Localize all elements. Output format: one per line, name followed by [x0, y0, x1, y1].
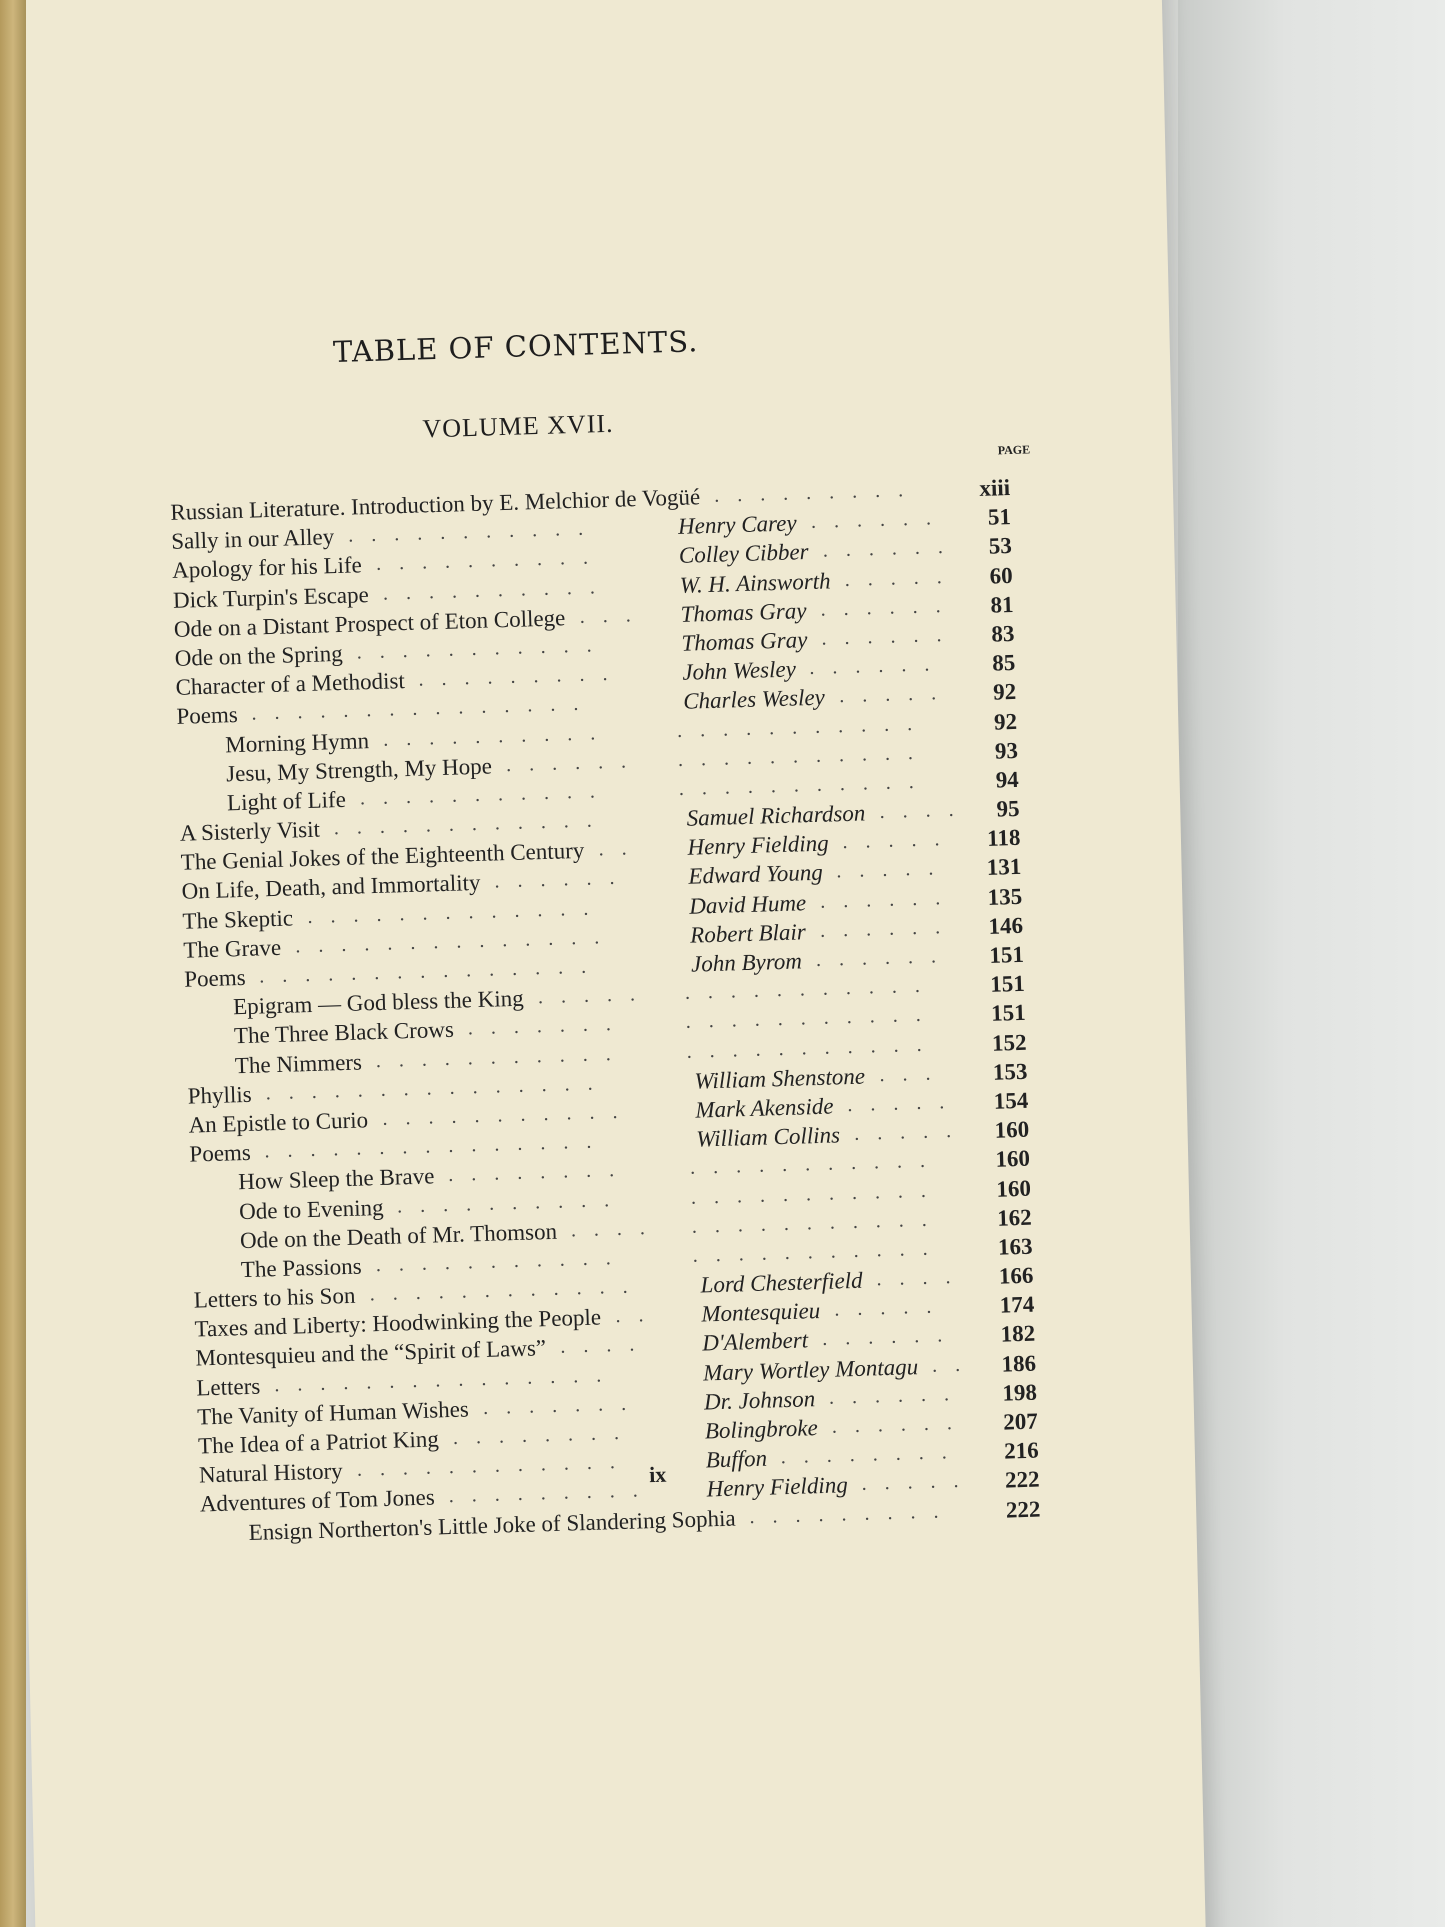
toc-entry-author: John Wesley — [682, 656, 797, 685]
toc-entry-page: 85 — [991, 650, 1016, 676]
dot-leader: ...... — [831, 1411, 971, 1438]
toc-entry-page: 154 — [993, 1087, 1029, 1114]
dot-leader: ..... — [844, 565, 960, 591]
dot-leader: ...... — [494, 866, 633, 893]
dot-leader: .. — [598, 837, 645, 861]
toc-entry-author: William Shenstone — [694, 1063, 866, 1094]
toc-entry-title: The Three Black Crows — [233, 1017, 455, 1049]
toc-entry-author: Lord Chesterfield — [700, 1267, 863, 1298]
dot-leader: ..... — [834, 1295, 950, 1321]
dot-leader: ........... — [375, 1042, 629, 1072]
toc-entry-title: Montesquieu and the “Spirit of Laws” — [195, 1335, 547, 1371]
dot-leader: ........... — [678, 770, 933, 800]
dot-leader: .............. — [295, 925, 618, 958]
toc-entry-title: Light of Life — [226, 786, 347, 816]
toc-entry-page: 94 — [995, 766, 1020, 793]
dot-leader: ... — [579, 603, 649, 628]
toc-entry-page: xiii — [979, 475, 1011, 501]
toc-entry-page: 131 — [986, 854, 1022, 881]
dot-leader: ............ — [356, 1450, 634, 1481]
dot-leader: ...... — [822, 535, 962, 562]
toc-content — [165, 302, 1159, 1670]
toc-entry-page: 93 — [994, 737, 1019, 764]
toc-entry-page: 95 — [996, 795, 1020, 822]
dot-leader: ............. — [307, 896, 607, 928]
toc-entry-author: Dr. Johnson — [703, 1386, 816, 1415]
page-title: TABLE OF CONTENTS. — [332, 324, 699, 370]
toc-entry-author: Charles Wesley — [682, 684, 826, 715]
dot-leader: ........... — [356, 633, 610, 664]
toc-entry-author: Bolingbroke — [704, 1415, 819, 1444]
dot-leader: .......... — [382, 721, 614, 751]
toc-entry-page: 182 — [1000, 1321, 1036, 1348]
toc-entry-page: 151 — [989, 941, 1025, 968]
toc-entry-author: William Collins — [695, 1122, 841, 1152]
toc-entry-author: Thomas Gray — [680, 597, 807, 627]
toc-entry-page: 160 — [995, 1146, 1031, 1173]
book-cover-edge — [0, 0, 26, 1927]
toc-list — [170, 470, 1156, 1549]
dot-leader: ............ — [333, 809, 611, 840]
dot-leader: ........... — [685, 1003, 939, 1034]
toc-entry-author: Edward Young — [688, 860, 824, 890]
dot-leader: ........... — [677, 741, 932, 771]
dot-leader: ............... — [264, 1130, 610, 1163]
toc-entry-page: 118 — [986, 825, 1021, 852]
dot-leader: ............... — [251, 692, 597, 725]
toc-entry-author: Robert Blair — [689, 919, 807, 948]
toc-entry-author: D'Alembert — [701, 1327, 809, 1356]
dot-leader: ..... — [838, 682, 955, 708]
toc-entry-page: 92 — [992, 679, 1017, 705]
toc-entry-page: 153 — [992, 1058, 1028, 1085]
toc-entry-page: 81 — [990, 591, 1014, 618]
dot-leader: ..... — [861, 1469, 977, 1496]
dot-leader: ......... — [448, 1479, 656, 1508]
dot-leader: ........... — [684, 974, 939, 1005]
toc-entry-author: W. H. Ainsworth — [679, 567, 831, 598]
toc-entry-title: Natural History — [198, 1458, 344, 1488]
dot-leader: ........... — [689, 1149, 944, 1180]
dot-leader: ........ — [780, 1440, 965, 1469]
background-surface — [1178, 0, 1445, 1927]
toc-entry-page: 146 — [988, 912, 1024, 939]
dot-leader: ...... — [820, 594, 959, 621]
toc-entry-title: Ensign Northerton's Little Joke of Slandering Sophia — [248, 1505, 736, 1545]
dot-leader: ........... — [359, 779, 614, 810]
toc-entry-author: Samuel Richardson — [686, 800, 866, 831]
dot-leader: ........... — [347, 517, 602, 547]
toc-entry-page: 160 — [994, 1116, 1030, 1143]
dot-leader: ........... — [692, 1237, 946, 1267]
toc-entry-page: 152 — [991, 1029, 1027, 1056]
dot-leader: ...... — [828, 1382, 968, 1409]
page-number: ix — [648, 1461, 667, 1488]
dot-leader: ..... — [842, 827, 958, 854]
toc-entry-page: 186 — [1001, 1350, 1037, 1377]
toc-entry-title: Phyllis — [187, 1081, 252, 1109]
dot-leader: ........... — [676, 711, 931, 742]
toc-entry-page: 51 — [987, 504, 1012, 530]
dot-leader: ........ — [452, 1421, 638, 1449]
toc-entry-title: The Grave — [183, 934, 282, 963]
page-column-label: PAGE — [997, 442, 1031, 458]
dot-leader: ..... — [836, 857, 952, 883]
dot-leader: ...... — [505, 749, 645, 776]
toc-entry-title: The Vanity of Human Wishes — [196, 1396, 470, 1430]
dot-leader: ............... — [265, 1071, 611, 1105]
toc-entry-title: The Skeptic — [182, 905, 294, 934]
dot-leader: ............... — [274, 1363, 620, 1396]
toc-entry-title: Ode on a Distant Prospect of Eton College — [173, 605, 566, 642]
toc-entry-author: Colley Cibber — [678, 539, 809, 569]
toc-entry-page: 160 — [995, 1175, 1032, 1202]
dot-leader: ..... — [537, 983, 654, 1009]
toc-entry-page: 166 — [998, 1262, 1034, 1289]
toc-entry-title: Poems — [176, 702, 239, 730]
toc-entry-author: Mary Wortley Montagu — [702, 1353, 919, 1386]
toc-entry-title: Ode to Evening — [238, 1194, 384, 1224]
toc-entry-page: 53 — [988, 533, 1013, 560]
toc-entry-page: 135 — [987, 883, 1023, 910]
dot-leader: .... — [560, 1333, 653, 1359]
toc-entry-title: The Nimmers — [234, 1049, 363, 1078]
toc-entry-title: The Idea of a Patriot King — [197, 1426, 440, 1459]
dot-leader: .... — [570, 1216, 664, 1242]
toc-entry-author: Henry Carey — [677, 510, 797, 540]
toc-entry-title: Character of a Methodist — [175, 668, 406, 700]
dot-leader: .. — [615, 1303, 662, 1328]
toc-entry-title: Russian Literature. Introduction by E. Melchior de Vogüé — [170, 484, 701, 525]
dot-leader: ........ — [447, 1158, 633, 1187]
dot-leader: ........... — [382, 1100, 636, 1130]
toc-entry-page: 174 — [999, 1291, 1035, 1318]
toc-entry-page: 222 — [1004, 1466, 1040, 1493]
toc-entry-title: An Epistle to Curio — [188, 1107, 369, 1138]
dot-leader: ......... — [713, 478, 922, 507]
dot-leader: .... — [876, 1265, 969, 1291]
dot-leader: .......... — [375, 546, 607, 576]
dot-leader: ...... — [819, 886, 959, 913]
toc-entry-page: 216 — [1003, 1437, 1039, 1464]
toc-entry-title: Poems — [189, 1139, 252, 1167]
dot-leader: ...... — [808, 653, 948, 680]
toc-entry-title: Ode on the Spring — [174, 640, 344, 671]
toc-entry-title: The Genial Jokes of the Eighteenth Century — [180, 838, 585, 876]
dot-leader: ...... — [821, 1324, 961, 1351]
dot-leader: ...... — [819, 915, 959, 942]
dot-leader: ........... — [690, 1178, 945, 1209]
dot-leader: ..... — [846, 1090, 963, 1117]
toc-entry-author: Henry Fielding — [706, 1472, 849, 1502]
toc-entry-title: A Sisterly Visit — [179, 816, 321, 846]
dot-leader: ............... — [258, 955, 605, 988]
toc-entry-page: 163 — [997, 1233, 1033, 1260]
toc-entry-page: 207 — [1002, 1408, 1039, 1435]
volume-heading: VOLUME XVII. — [422, 408, 614, 444]
toc-entry-author: Thomas Gray — [681, 627, 808, 656]
dot-leader: ...... — [821, 623, 960, 650]
toc-entry-author: Henry Fielding — [687, 830, 830, 860]
dot-leader: .......... — [382, 575, 614, 605]
dot-leader: .. — [931, 1352, 979, 1377]
dot-leader: ....... — [467, 1012, 630, 1040]
toc-entry-author: Montesquieu — [701, 1298, 821, 1327]
toc-entry-author: Buffon — [705, 1445, 768, 1473]
dot-leader: ...... — [810, 507, 950, 534]
toc-entry-title: Ode on the Death of Mr. Thomson — [239, 1218, 558, 1253]
dot-leader: ........... — [686, 1032, 940, 1063]
toc-entry-title: Poems — [183, 964, 246, 992]
dot-leader: ........... — [691, 1207, 946, 1238]
toc-entry-author: Mark Akenside — [695, 1093, 834, 1123]
dot-leader: ........... — [375, 1246, 630, 1277]
dot-leader: ..... — [853, 1119, 970, 1146]
toc-entry-title: Taxes and Liberty: Hoodwinking the People — [194, 1304, 602, 1342]
toc-entry-title: Epigram — God bless the King — [232, 985, 525, 1020]
toc-entry-page: 92 — [993, 708, 1018, 735]
toc-entry-title: Adventures of Tom Jones — [199, 1484, 436, 1517]
toc-entry-page: 222 — [1005, 1496, 1041, 1523]
dot-leader: ....... — [482, 1392, 645, 1419]
toc-entry-page: 151 — [989, 970, 1026, 997]
toc-entry-page: 198 — [1002, 1379, 1038, 1406]
dot-leader: ... — [879, 1061, 949, 1086]
toc-entry-page: 83 — [991, 620, 1015, 647]
dot-leader: ...... — [815, 944, 955, 971]
toc-entry-page: 151 — [990, 1000, 1027, 1027]
dot-leader: ............ — [369, 1275, 646, 1306]
toc-entry-title: How Sleep the Brave — [237, 1163, 435, 1195]
toc-entry-title: Sally in our Alley — [170, 524, 335, 555]
toc-entry-page: 162 — [996, 1204, 1033, 1231]
toc-entry-title: Jesu, My Strength, My Hope — [225, 753, 493, 787]
dot-leader: .... — [879, 798, 972, 824]
toc-entry-title: Morning Hymn — [224, 727, 370, 757]
toc-entry-title: Letters — [196, 1373, 261, 1401]
dot-leader: ......... — [418, 662, 626, 691]
toc-entry-title: Apology for his Life — [171, 552, 363, 584]
toc-entry-author: David Hume — [688, 889, 807, 919]
toc-entry-title: The Passions — [240, 1253, 362, 1283]
toc-entry-title: Dick Turpin's Escape — [172, 581, 370, 613]
dot-leader: .......... — [396, 1188, 628, 1217]
dot-leader: ......... — [749, 1499, 957, 1528]
toc-entry-author: John Byrom — [690, 948, 803, 977]
toc-entry-page: 60 — [989, 562, 1014, 589]
toc-entry-title: On Life, Death, and Immortality — [181, 870, 481, 905]
toc-entry-title: Letters to his Son — [193, 1282, 356, 1313]
